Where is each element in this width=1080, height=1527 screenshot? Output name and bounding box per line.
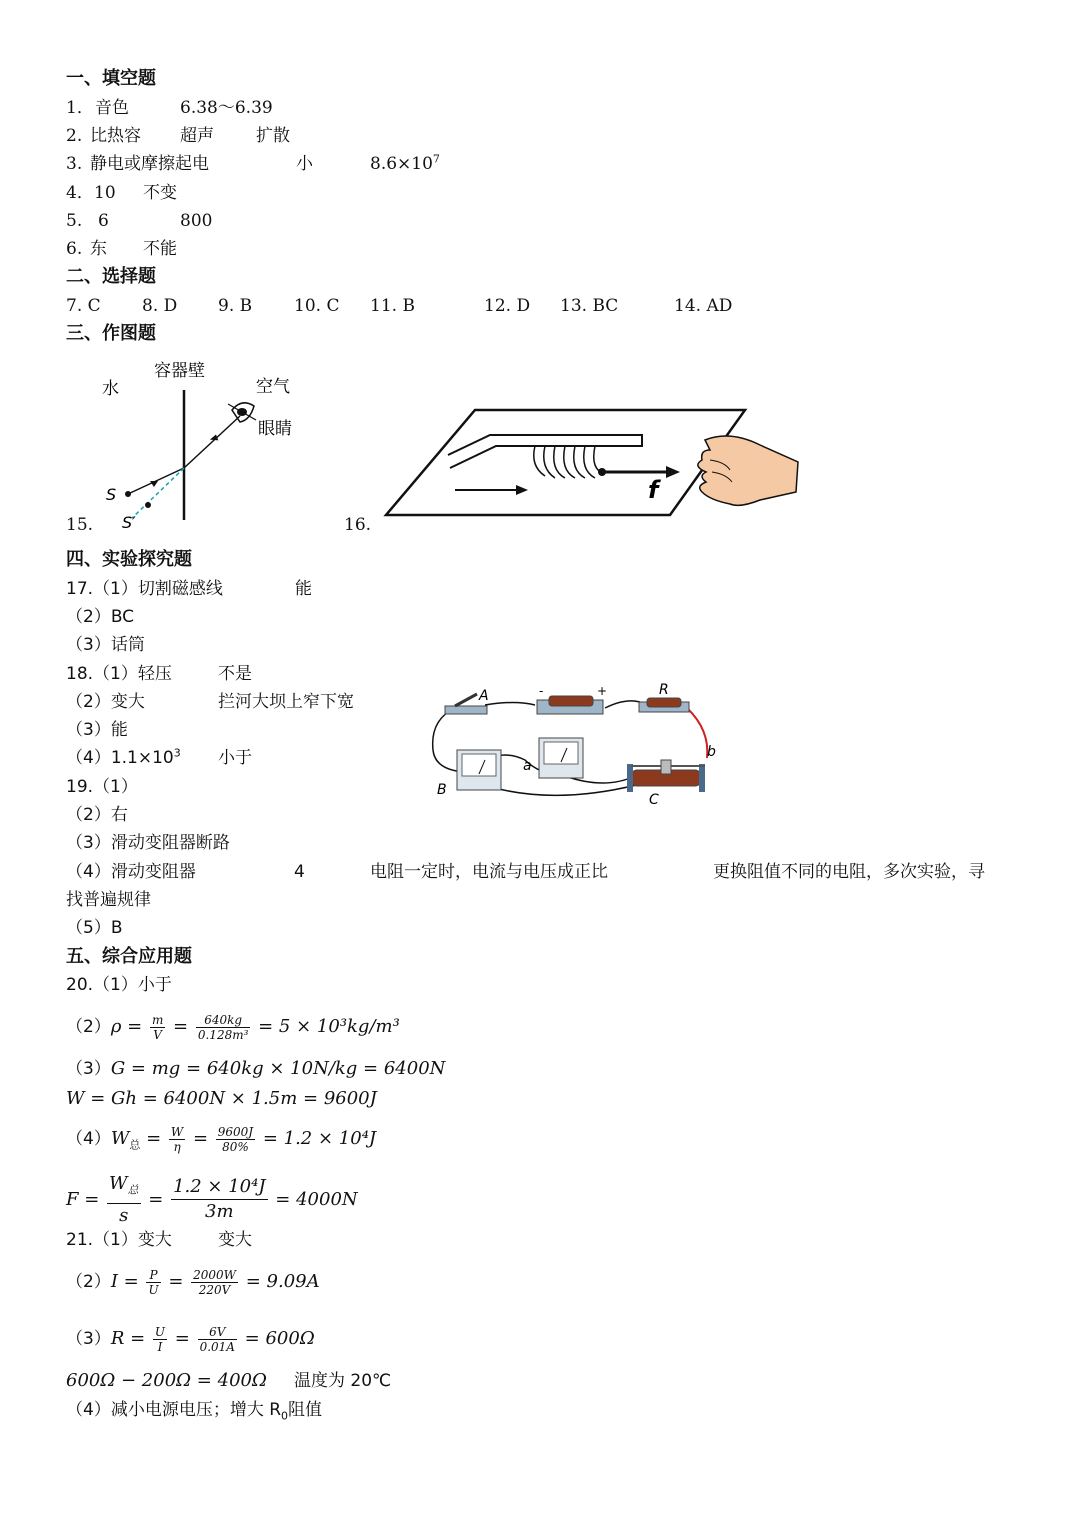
answer: （3）能 xyxy=(66,720,128,740)
answer: 不能 xyxy=(143,239,177,259)
equation-current: （2）I = $\frac{P}{U}$ = $\frac{2000W}{220V}$ = 9.09A xyxy=(66,1267,320,1297)
answer: 小于 xyxy=(218,748,252,768)
question-number: 6. xyxy=(66,239,83,259)
section-experiment-title: 四、实验探究题 xyxy=(66,549,192,570)
answer: 静电或摩擦起电 xyxy=(90,154,209,174)
answer: 超声 xyxy=(180,126,214,146)
answer: 电阻一定时，电流与电压成正比 xyxy=(370,862,608,882)
answer: 比热容 xyxy=(90,126,141,146)
section-application-title: 五、综合应用题 xyxy=(66,946,192,967)
answer: 800 xyxy=(180,211,213,231)
answer: 18.（1）轻压 xyxy=(66,664,172,684)
answer: 小 xyxy=(296,154,313,174)
s-prime-label: S′ xyxy=(122,513,136,532)
answer: 拦河大坝上窄下宽 xyxy=(218,692,354,712)
equation-total-work: $(4)W_总$ = $\frac{W}{\eta}$ = $\frac{9600J}{80\%}$ = 1.2 × 10⁴J xyxy=(66,1124,377,1154)
answer: 温度为 20℃ xyxy=(294,1371,392,1391)
friction-figure xyxy=(380,400,810,530)
section-choice-title: 二、选择题 xyxy=(66,266,156,287)
answer: 更换阻值不同的电阻，多次实验，寻 xyxy=(713,862,985,882)
answer: （2）变大 xyxy=(66,692,145,712)
circuit-figure xyxy=(425,680,725,810)
equation-force: F = $\frac{W_总}{s}$ = $\frac{\text{1.2 × 10⁴J}}{3m}$ = 4000N xyxy=(66,1173,358,1226)
answer: 10 xyxy=(94,183,116,203)
answer: 6.38～6.39 xyxy=(180,98,273,118)
choice-answer: 12. D xyxy=(484,296,531,316)
choice-answer: 9. B xyxy=(218,296,253,316)
rheostat-end xyxy=(699,764,705,792)
image-point xyxy=(145,502,151,508)
virtual-ray-dashed xyxy=(132,468,184,518)
answer: （4）滑动变阻器 xyxy=(66,862,196,882)
answer: $8.6\times 10^7$ xyxy=(370,152,440,174)
resistor-label: R xyxy=(659,682,669,698)
answer: 20.（1）小于 xyxy=(66,975,172,995)
answer: 4 xyxy=(294,862,305,882)
answer: 21.（1）变大 xyxy=(66,1230,172,1250)
equation-gravity: （3）G = mg = 640kg × 10N/kg = 6400N xyxy=(66,1058,446,1079)
section-drawing-title: 三、作图题 xyxy=(66,323,156,344)
eye-label: 眼睛 xyxy=(258,419,292,439)
battery-cell xyxy=(549,696,593,706)
answer: （5）B xyxy=(66,918,123,938)
switch-lever xyxy=(455,694,477,706)
wire-red xyxy=(687,708,707,758)
choice-answer: 8. D xyxy=(142,296,178,316)
question-number: 4． xyxy=(66,183,94,203)
question-number: 3. xyxy=(66,154,83,174)
choice-answer: 11. B xyxy=(370,296,415,316)
refracted-ray xyxy=(184,416,240,468)
terminal-b-label: b xyxy=(707,744,716,760)
answer: （4）减小电源电压；增大 $R_0$阻值 xyxy=(66,1400,323,1423)
voltmeter-dial xyxy=(544,742,578,764)
ammeter-dial xyxy=(462,754,496,776)
refraction-figure xyxy=(60,350,320,540)
answer: 音色 xyxy=(95,98,129,118)
wire xyxy=(605,701,640,708)
answer: 能 xyxy=(295,579,312,599)
answer: 不是 xyxy=(218,664,252,684)
switch-base xyxy=(445,706,487,714)
answer: 17.（1）切割磁感线 xyxy=(66,579,223,599)
answer: 找普遍规律 xyxy=(66,890,151,910)
answer: 扩散 xyxy=(256,126,290,146)
equation-resistance: （3）R = $\frac{U}{I}$ = $\frac{6V}{0.01A}$ = 600Ω xyxy=(66,1324,315,1354)
spring-coils xyxy=(534,446,605,478)
air-label: 空气 xyxy=(256,377,290,397)
question-number: 1． xyxy=(66,98,94,118)
water-label: 水 xyxy=(102,379,119,399)
resistor-body xyxy=(647,698,681,707)
ammeter-label: B xyxy=(437,782,447,798)
arrow-head-icon xyxy=(516,485,528,495)
rheostat-end xyxy=(627,764,633,792)
answer: （3）滑动变阻器断路 xyxy=(66,833,230,853)
board-outline xyxy=(386,410,745,515)
answer: 19.（1） xyxy=(66,777,138,797)
s-label: S xyxy=(106,485,117,504)
figure-16-number: 16. xyxy=(344,515,372,535)
answer: （3）话筒 xyxy=(66,635,145,655)
arrow-head-icon xyxy=(666,466,680,478)
terminal-c-label: C xyxy=(649,792,659,808)
hand-icon xyxy=(698,436,798,505)
equation-density: （2）ρ = $\frac{m}{V}$ = $\frac{640kg}{\text{0.128m³}}$ = 5 × 10³kg/m³ xyxy=(66,1012,400,1042)
f-label: f xyxy=(648,476,659,504)
answer: 东 xyxy=(90,239,107,259)
voltmeter-label: a xyxy=(523,758,532,774)
choice-answer: 10. C xyxy=(294,296,340,316)
answer: $(4)1.1\times 10^3$ xyxy=(66,746,181,768)
answer: 不变 xyxy=(143,183,177,203)
source-point xyxy=(125,491,131,497)
wire xyxy=(485,703,535,706)
choice-answer: 14. AD xyxy=(674,296,733,316)
equation-work: W = Gh = 6400N × 1.5m = 9600J xyxy=(66,1088,377,1109)
eye-icon xyxy=(228,403,256,422)
force-point xyxy=(598,468,606,476)
answer: （2）右 xyxy=(66,805,128,825)
answer: 变大 xyxy=(218,1230,252,1250)
battery-plus: + xyxy=(597,684,608,698)
equation-resistance-diff: 600Ω − 200Ω = 400Ω xyxy=(66,1370,267,1391)
figure-15-number: 15. xyxy=(66,515,94,535)
wall-label: 容器壁 xyxy=(154,361,205,381)
answer: 6 xyxy=(98,211,109,231)
battery-minus: - xyxy=(539,684,544,698)
choice-answer: 7. C xyxy=(66,296,101,316)
question-number: 5. xyxy=(66,211,83,231)
switch-label: A xyxy=(479,688,489,704)
question-number: 2. xyxy=(66,126,83,146)
choice-answer: 13. BC xyxy=(560,296,619,316)
rheostat-slider xyxy=(661,760,671,774)
answer: （2）BC xyxy=(66,607,135,627)
section-fill-blank-title: 一、填空题 xyxy=(66,68,156,89)
